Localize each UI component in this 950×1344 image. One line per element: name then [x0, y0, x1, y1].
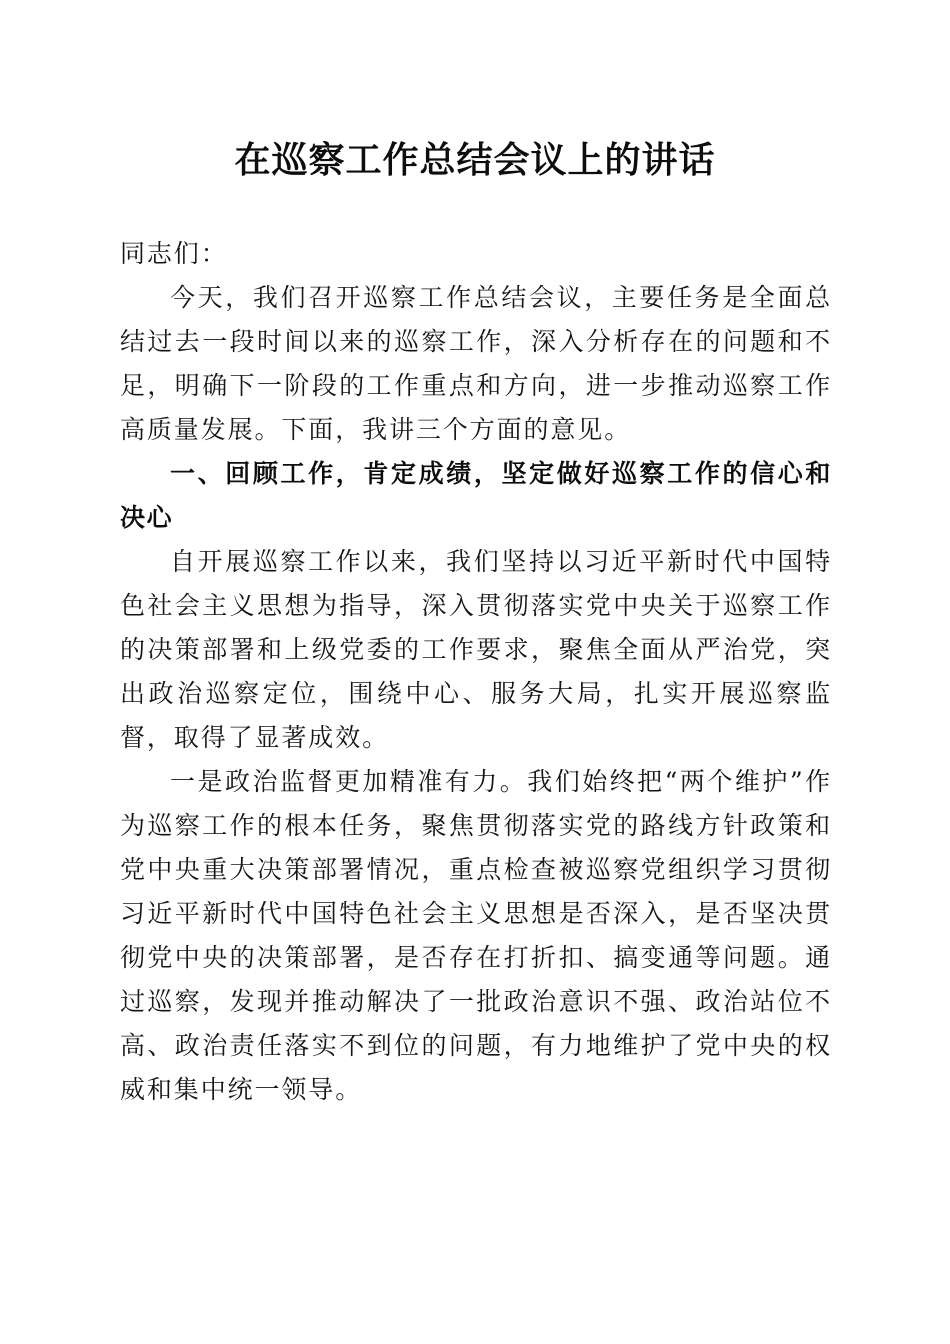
intro-paragraph: 今天，我们召开巡察工作总结会议，主要任务是全面总结过去一段时间以来的巡察工作，深入分析存在的问题和不足，明确下一阶段的工作重点和方向，进一步推动巡察工作高质量发展。下面，我讲三个方面的意见。 — [120, 283, 832, 444]
salutation: 同志们： — [120, 239, 228, 268]
document-body — [120, 232, 832, 1112]
point-1-paragraph — [120, 760, 832, 1112]
point-1-body: 我们始终把“两个维护”作为巡察工作的根本任务，聚焦贯彻落实党的路线方针政策和党中央重大决策部署情况，重点检查被巡察党组织学习贯彻习近平新时代中国特色社会主义思想是否深入，是否坚决贯彻党中央的决策部署，是否存在打折扣、搞变通等问题。通过巡察，发现并推动解决了一批政治意识不强、政治站位不高、政治责任落实不到位的问题，有力地维护了党中央的权威和集中统一领导。 — [120, 767, 832, 1104]
document-title: 在巡察工作总结会议上的讲话 — [234, 139, 716, 181]
point-1-lead: 一是政治监督更加精准有力。 — [170, 767, 528, 796]
section-heading-1: 一、回顾工作，肯定成绩，坚定做好巡察工作的信心和决心 — [120, 459, 832, 532]
section-1-paragraph: 自开展巡察工作以来，我们坚持以习近平新时代中国特色社会主义思想为指导，深入贯彻落实党中央关于巡察工作的决策部署和上级党委的工作要求，聚焦全面从严治党，突出政治巡察定位，围绕中心、服务大局，扎实开展巡察监督，取得了显著成效。 — [120, 547, 832, 752]
